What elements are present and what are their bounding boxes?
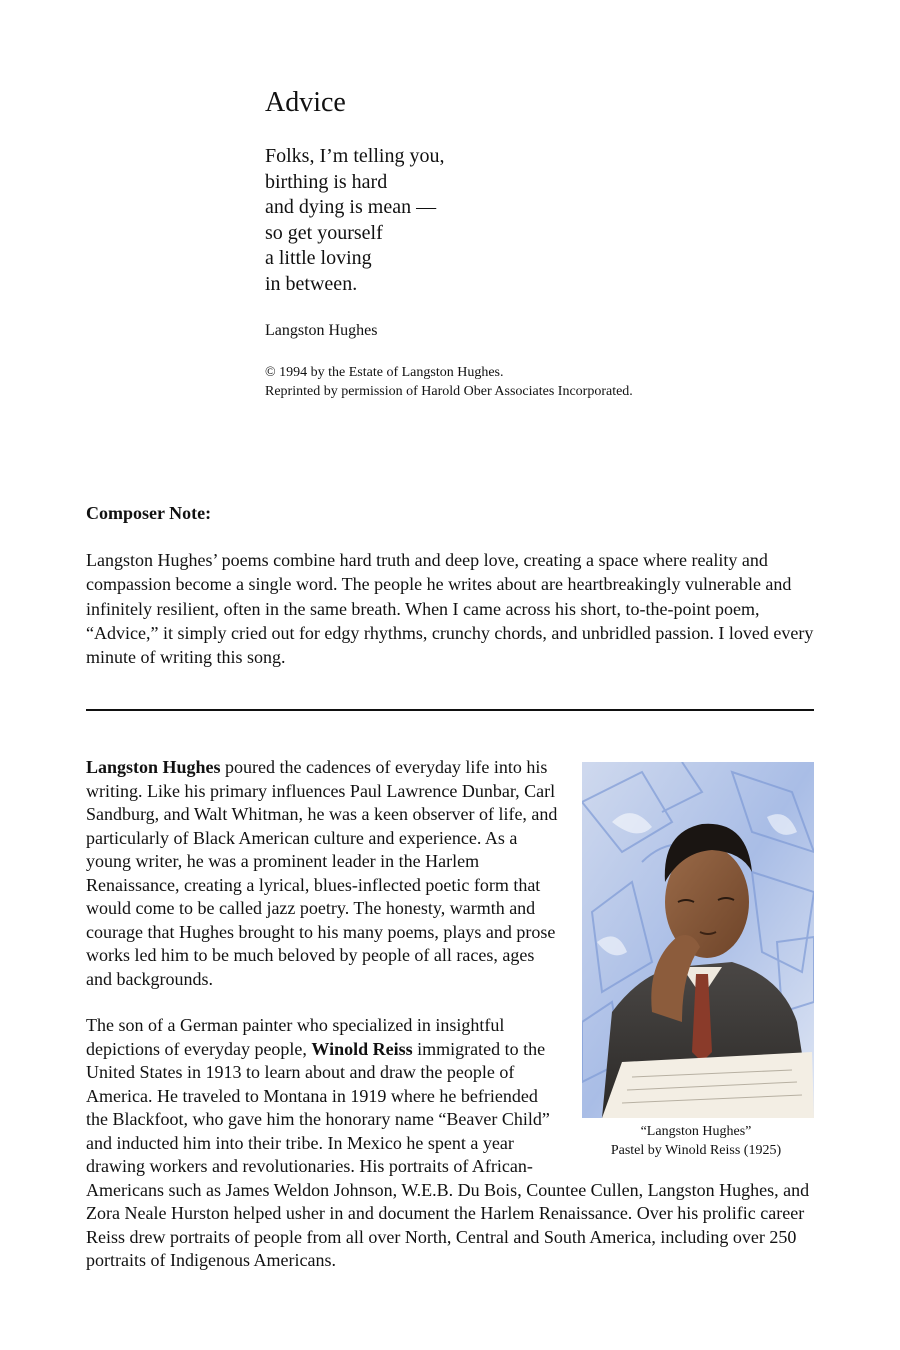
poem-line: so get yourself <box>265 221 383 244</box>
biography-section <box>86 756 814 1273</box>
poem-lines <box>265 144 825 297</box>
poem-line: in between. <box>265 272 358 295</box>
poem-author: Langston Hughes <box>265 322 378 339</box>
permission-line: Reprinted by permission of Harold Ober Associates Incorporated. <box>265 384 633 399</box>
copyright-line: © 1994 by the Estate of Langston Hughes. <box>265 365 504 380</box>
poem-title: Advice <box>265 87 346 118</box>
copyright-notice <box>265 363 825 401</box>
caption-title: “Langston Hughes” <box>640 1124 752 1139</box>
poem-section <box>265 86 825 401</box>
poem-line: birthing is hard <box>265 170 388 193</box>
poem-line: and dying is mean — <box>265 196 437 218</box>
reiss-bio-text: immigrated to the United States in 1913 to learn about and draw the people of America. He traveled to Montana in 1919 where he befriended the Blackfoot, who gave him the honorary name “Beaver Child” and inducted him into their tribe. In Mexico he spent a year drawing workers and revolutionaries. His portraits of African-Americans such as James Weldon Johnson, W.E.B. Du Bois, Countee Cullen, Langston Hughes, and Zora Neale Hurston helped usher in and document the Harlem Renaissance. Over his prolific career Reiss drew portraits of people from all over North, Central and South America, including over 250 portraits of Indigenous Americans. <box>86 1038 810 1270</box>
hughes-name: Langston Hughes <box>86 757 221 777</box>
poem-line: Folks, I’m telling you, <box>265 145 445 167</box>
composer-note-section <box>86 502 814 669</box>
composer-note-body: Langston Hughes’ poems combine hard truth and deep love, creating a space where reality and compassion become a single word. The people he writes about are heartbreakingly vulnerable and infinitely resilient, often in the same breath. When I came across his short, to-the-point poem, “Advice,” it simply cried out for edgy rhythms, crunchy chords, and unbridled passion. I loved every minute of writing this song. <box>86 550 814 668</box>
composer-note-heading: Composer Note: <box>86 503 212 523</box>
caption-credit: Pastel by Winold Reiss (1925) <box>610 1143 782 1158</box>
section-divider <box>86 709 814 711</box>
reiss-name: Winold Reiss <box>311 1038 413 1059</box>
portrait-figure <box>578 762 814 1160</box>
portrait-image <box>582 762 814 1118</box>
portrait-caption <box>578 1122 814 1160</box>
hughes-bio-text: poured the cadences of everyday life into his writing. Like his primary influences Paul Lawrence Dunbar, Carl Sandburg, and Walt Whitman, he was a keen observer of life, and particularly of Black American culture and experience. As a young writer, he was a prominent leader in the Harlem Renaissance, creating a lyrical, blues-inflected poetic form that would come to be called jazz poetry. The honesty, warmth and courage that Hughes brought to his many poems, plays and prose works led him to be much beloved by people of all races, ages and backgrounds. <box>86 757 558 989</box>
poem-line: a little loving <box>265 247 372 269</box>
reiss-bio-intro: The son of a German painter who specialized in insightful depictions of everyday people, <box>86 1015 505 1059</box>
